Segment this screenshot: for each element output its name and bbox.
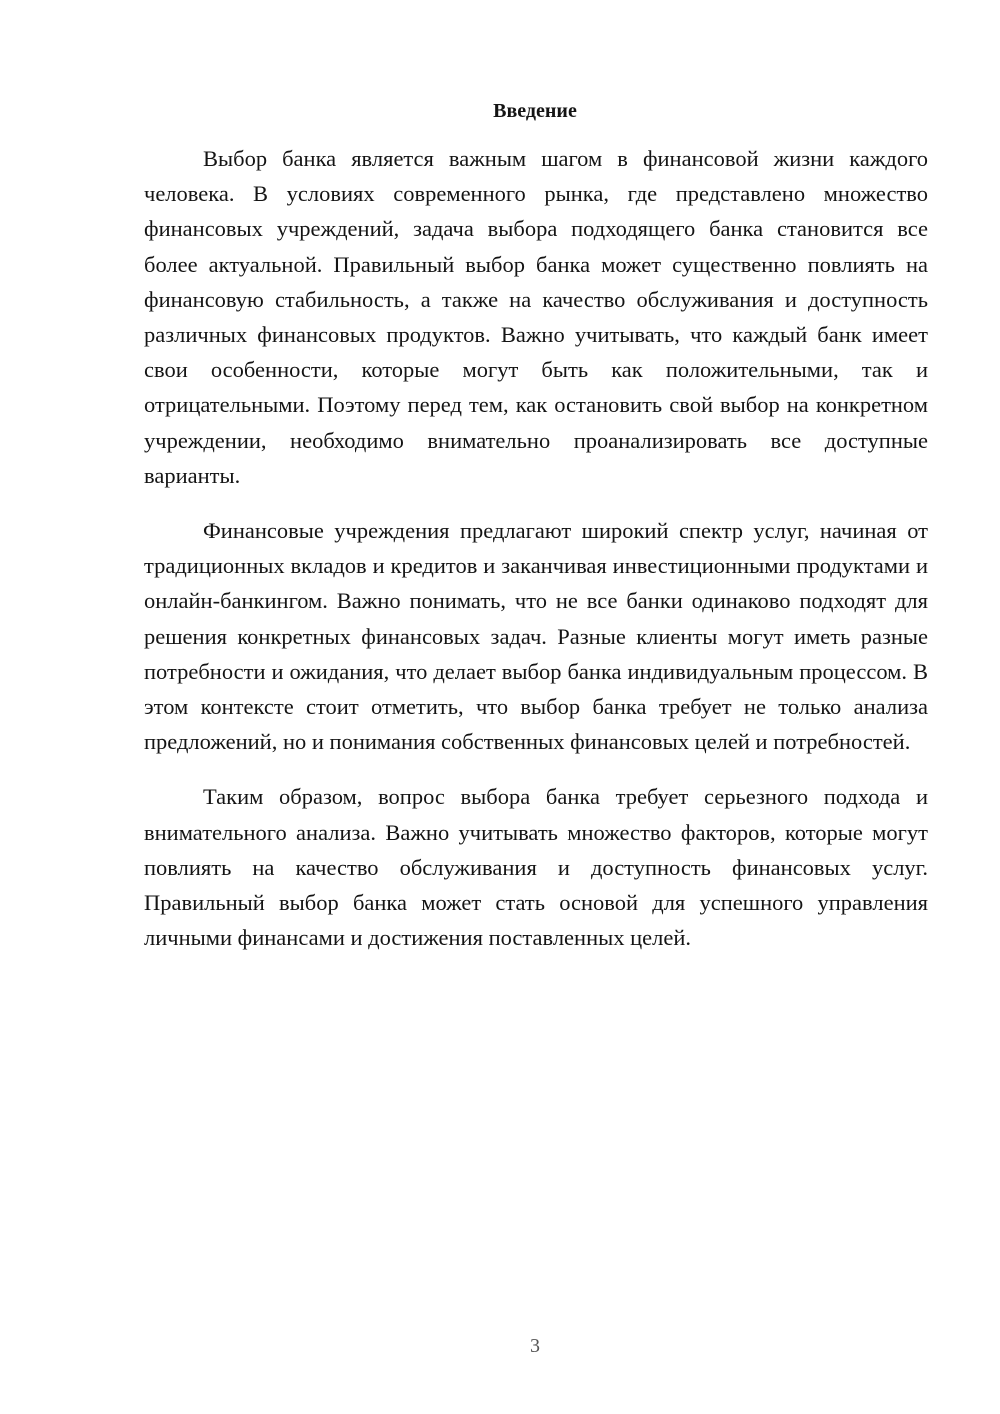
paragraph-2: Финансовые учреждения предлагают широкий спектр услуг, начиная от традиционных вкладов и кредитов и заканчивая инвестиционными продуктами и онлайн-банкингом. Важно понимать, что не все банки одинаково подходят для решения конкретных финансовых задач. Разные клиенты могут иметь разные потребности и ожидания, что делает выбор банка индивидуальным процессом. В этом контексте стоит отметить, что выбор банка требует не только анализа предложений, но и понимания собственных финансовых целей и потребностей. (144, 518, 928, 755)
paragraph-3: Таким образом, вопрос выбора банка требует серьезного подхода и внимательного анализа. Важно учитывать множество факторов, которые могут повлиять на качество обслуживания и доступность финансовых услуг. Правильный выбор банка может стать основой для успешного управления личными финансами и достижения поставленных целей. (144, 784, 928, 951)
page-title: Введение (493, 100, 577, 122)
page-number: 3 (530, 1335, 540, 1357)
paragraph-1: Выбор банка является важным шагом в финансовой жизни каждого человека. В условиях современного рынка, где представлено множество финансовых учреждений, задача выбора подходящего банка становится все более актуальной. Правильный выбор банка может существенно повлиять на финансовую стабильность, а также на качество обслуживания и доступность различных финансовых продуктов. Важно учитывать, что каждый банк имеет свои особенности, которые могут быть как положительными, так и отрицательными. Поэтому перед тем, как остановить свой выбор на конкретном учреждении, необходимо внимательно проанализировать все доступные варианты. (144, 146, 928, 488)
document-body (144, 141, 928, 975)
